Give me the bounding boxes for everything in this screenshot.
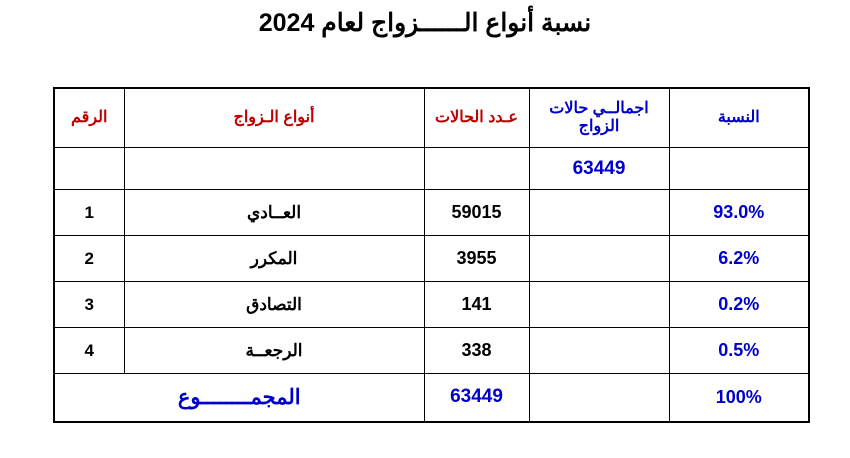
cell-total <box>529 282 669 328</box>
cell-cases: 338 <box>424 328 529 374</box>
table-header-row <box>54 88 809 148</box>
summary-total-blank <box>529 374 669 422</box>
table-row <box>54 282 809 328</box>
cell-number: 4 <box>54 328 124 374</box>
cell-number-blank <box>54 148 124 190</box>
table-row <box>54 190 809 236</box>
cell-percent-blank <box>669 148 809 190</box>
cell-total <box>529 328 669 374</box>
column-header-percent: النسبة <box>669 88 809 148</box>
summary-percent: 100% <box>669 374 809 422</box>
summary-cases: 63449 <box>424 374 529 422</box>
cell-percent: 93.0% <box>669 190 809 236</box>
cell-cases-blank <box>424 148 529 190</box>
cell-type: الرجعــة <box>124 328 424 374</box>
cell-percent: 6.2% <box>669 236 809 282</box>
cell-number: 1 <box>54 190 124 236</box>
column-header-number: الرقم <box>54 88 124 148</box>
cell-percent: 0.5% <box>669 328 809 374</box>
marriage-types-table-container <box>55 87 810 423</box>
table-row <box>54 236 809 282</box>
cell-percent: 0.2% <box>669 282 809 328</box>
cell-cases: 3955 <box>424 236 529 282</box>
column-header-cases: عـدد الحالات <box>424 88 529 148</box>
cell-total <box>529 190 669 236</box>
cell-number: 2 <box>54 236 124 282</box>
table-summary-row <box>54 374 809 422</box>
cell-type: العــادي <box>124 190 424 236</box>
cell-number: 3 <box>54 282 124 328</box>
table-row <box>54 328 809 374</box>
cell-type: التصادق <box>124 282 424 328</box>
cell-type: المكرر <box>124 236 424 282</box>
summary-label: المجمــــــــوع <box>54 374 424 422</box>
column-header-type: أنواع الـزواج <box>124 88 424 148</box>
marriage-types-table <box>53 87 810 423</box>
column-header-total: اجمالــي حالات الزواج <box>529 88 669 148</box>
page-title: نسبة أنواع الــــــزواج لعام 2024 <box>258 9 592 37</box>
cell-type-blank <box>124 148 424 190</box>
cell-cases: 59015 <box>424 190 529 236</box>
cell-cases: 141 <box>424 282 529 328</box>
table-row-total-cases <box>54 148 809 190</box>
cell-total <box>529 236 669 282</box>
cell-total-cases: 63449 <box>529 148 669 190</box>
